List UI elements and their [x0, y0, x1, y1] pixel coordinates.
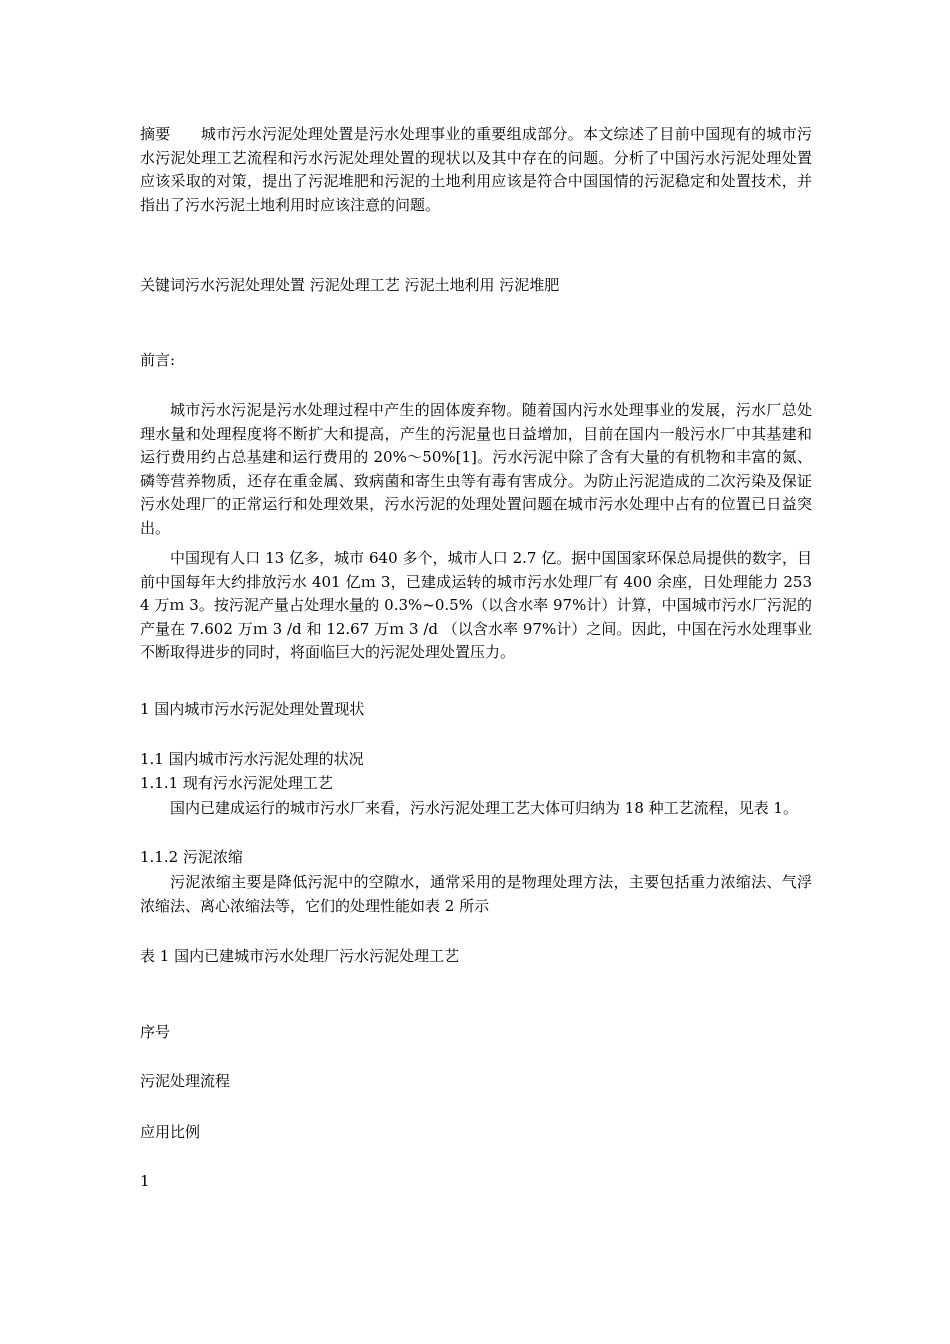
abstract-text: 城市污水污泥处理处置是污水处理事业的重要组成部分。本文综述了目前中国现有的城市污水污泥处理工艺流程和污水污泥处理处置的现状以及其中存在的问题。分析了中国污水污泥处理处置应该采取的对策，提出了污泥堆肥和污泥的土地利用应该是符合中国国情的污泥稳定和处置技术，并指出了污水污泥土地利用时应该注意的问题。: [140, 125, 812, 214]
section-1-1-heading: 1.1 国内城市污水污泥处理的状况: [140, 750, 364, 768]
keywords-line: 关键词污水污泥处理处置 污泥处理工艺 污泥土地利用 污泥堆肥: [140, 276, 560, 294]
table-row-index: 1: [140, 1172, 150, 1190]
intro-paragraph-2: 中国现有人口 13 亿多，城市 640 多个，城市人口 2.7 亿。据中国国家环保总局提供的数字，目前中国每年大约排放污水 401 亿ｍ 3，已建成运转的城市污水处理厂有 400 余座，日处理能力 2534 万ｍ 3。按污泥产量占处理水量的 0.3%~0.5%（以含水率 97%计）计算，中国城市污水厂污泥的产量在 7.602 万ｍ 3 /d 和 12.67 万ｍ 3 /d （以含水率 97%计）之间。因此，中国在污水处理事业不断取得进步的同时，将面临巨大的污泥处理处置压力。: [140, 549, 812, 661]
preface-heading: 前言:: [140, 351, 176, 369]
section-1-1-2-paragraph: 污泥浓缩主要是降低污泥中的空隙水，通常采用的是物理处理方法，主要包括重力浓缩法、气浮浓缩法、离心浓缩法等，它们的处理性能如表 2 所示: [140, 873, 812, 915]
table-header-ratio: 应用比例: [140, 1123, 201, 1141]
section-1-1-2-heading: 1.1.2 污泥浓缩: [140, 848, 243, 866]
abstract-paragraph: [140, 123, 812, 217]
section-1-1-1-paragraph: 国内已建成运行的城市污水厂来看，污水污泥处理工艺大体可归纳为 18 种工艺流程，见表 1。: [170, 799, 798, 817]
intro-paragraph-1: 城市污水污泥是污水处理过程中产生的固体废弃物。随着国内污水处理事业的发展，污水厂总处理水量和处理程度将不断扩大和提高，产生的污泥量也日益增加，目前在国内一般污水厂中其基建和运行费用约占总基建和运行费用的 20%～50%[1]。污水污泥中除了含有大量的有机物和丰富的氮、磷等营养物质，还存在重金属、致病菌和寄生虫等有毒有害成分。为防止污泥造成的二次污染及保证污水处理厂的正常运行和处理效果，污水污泥的处理处置问题在城市污水处理中占有的位置已日益突出。: [140, 401, 812, 537]
table-header-process: 污泥处理流程: [140, 1072, 231, 1090]
section-1-1-1-heading: 1.1.1 现有污水污泥处理工艺: [140, 774, 333, 792]
document-page: [140, 0, 812, 1344]
table-header-index: 序号: [140, 1023, 171, 1041]
section-1-heading: 1 国内城市污水污泥处理处置现状: [140, 700, 365, 718]
abstract-label: 摘要: [140, 125, 171, 143]
table-1-caption: 表 1 国内已建城市污水处理厂污水污泥处理工艺: [140, 947, 460, 965]
